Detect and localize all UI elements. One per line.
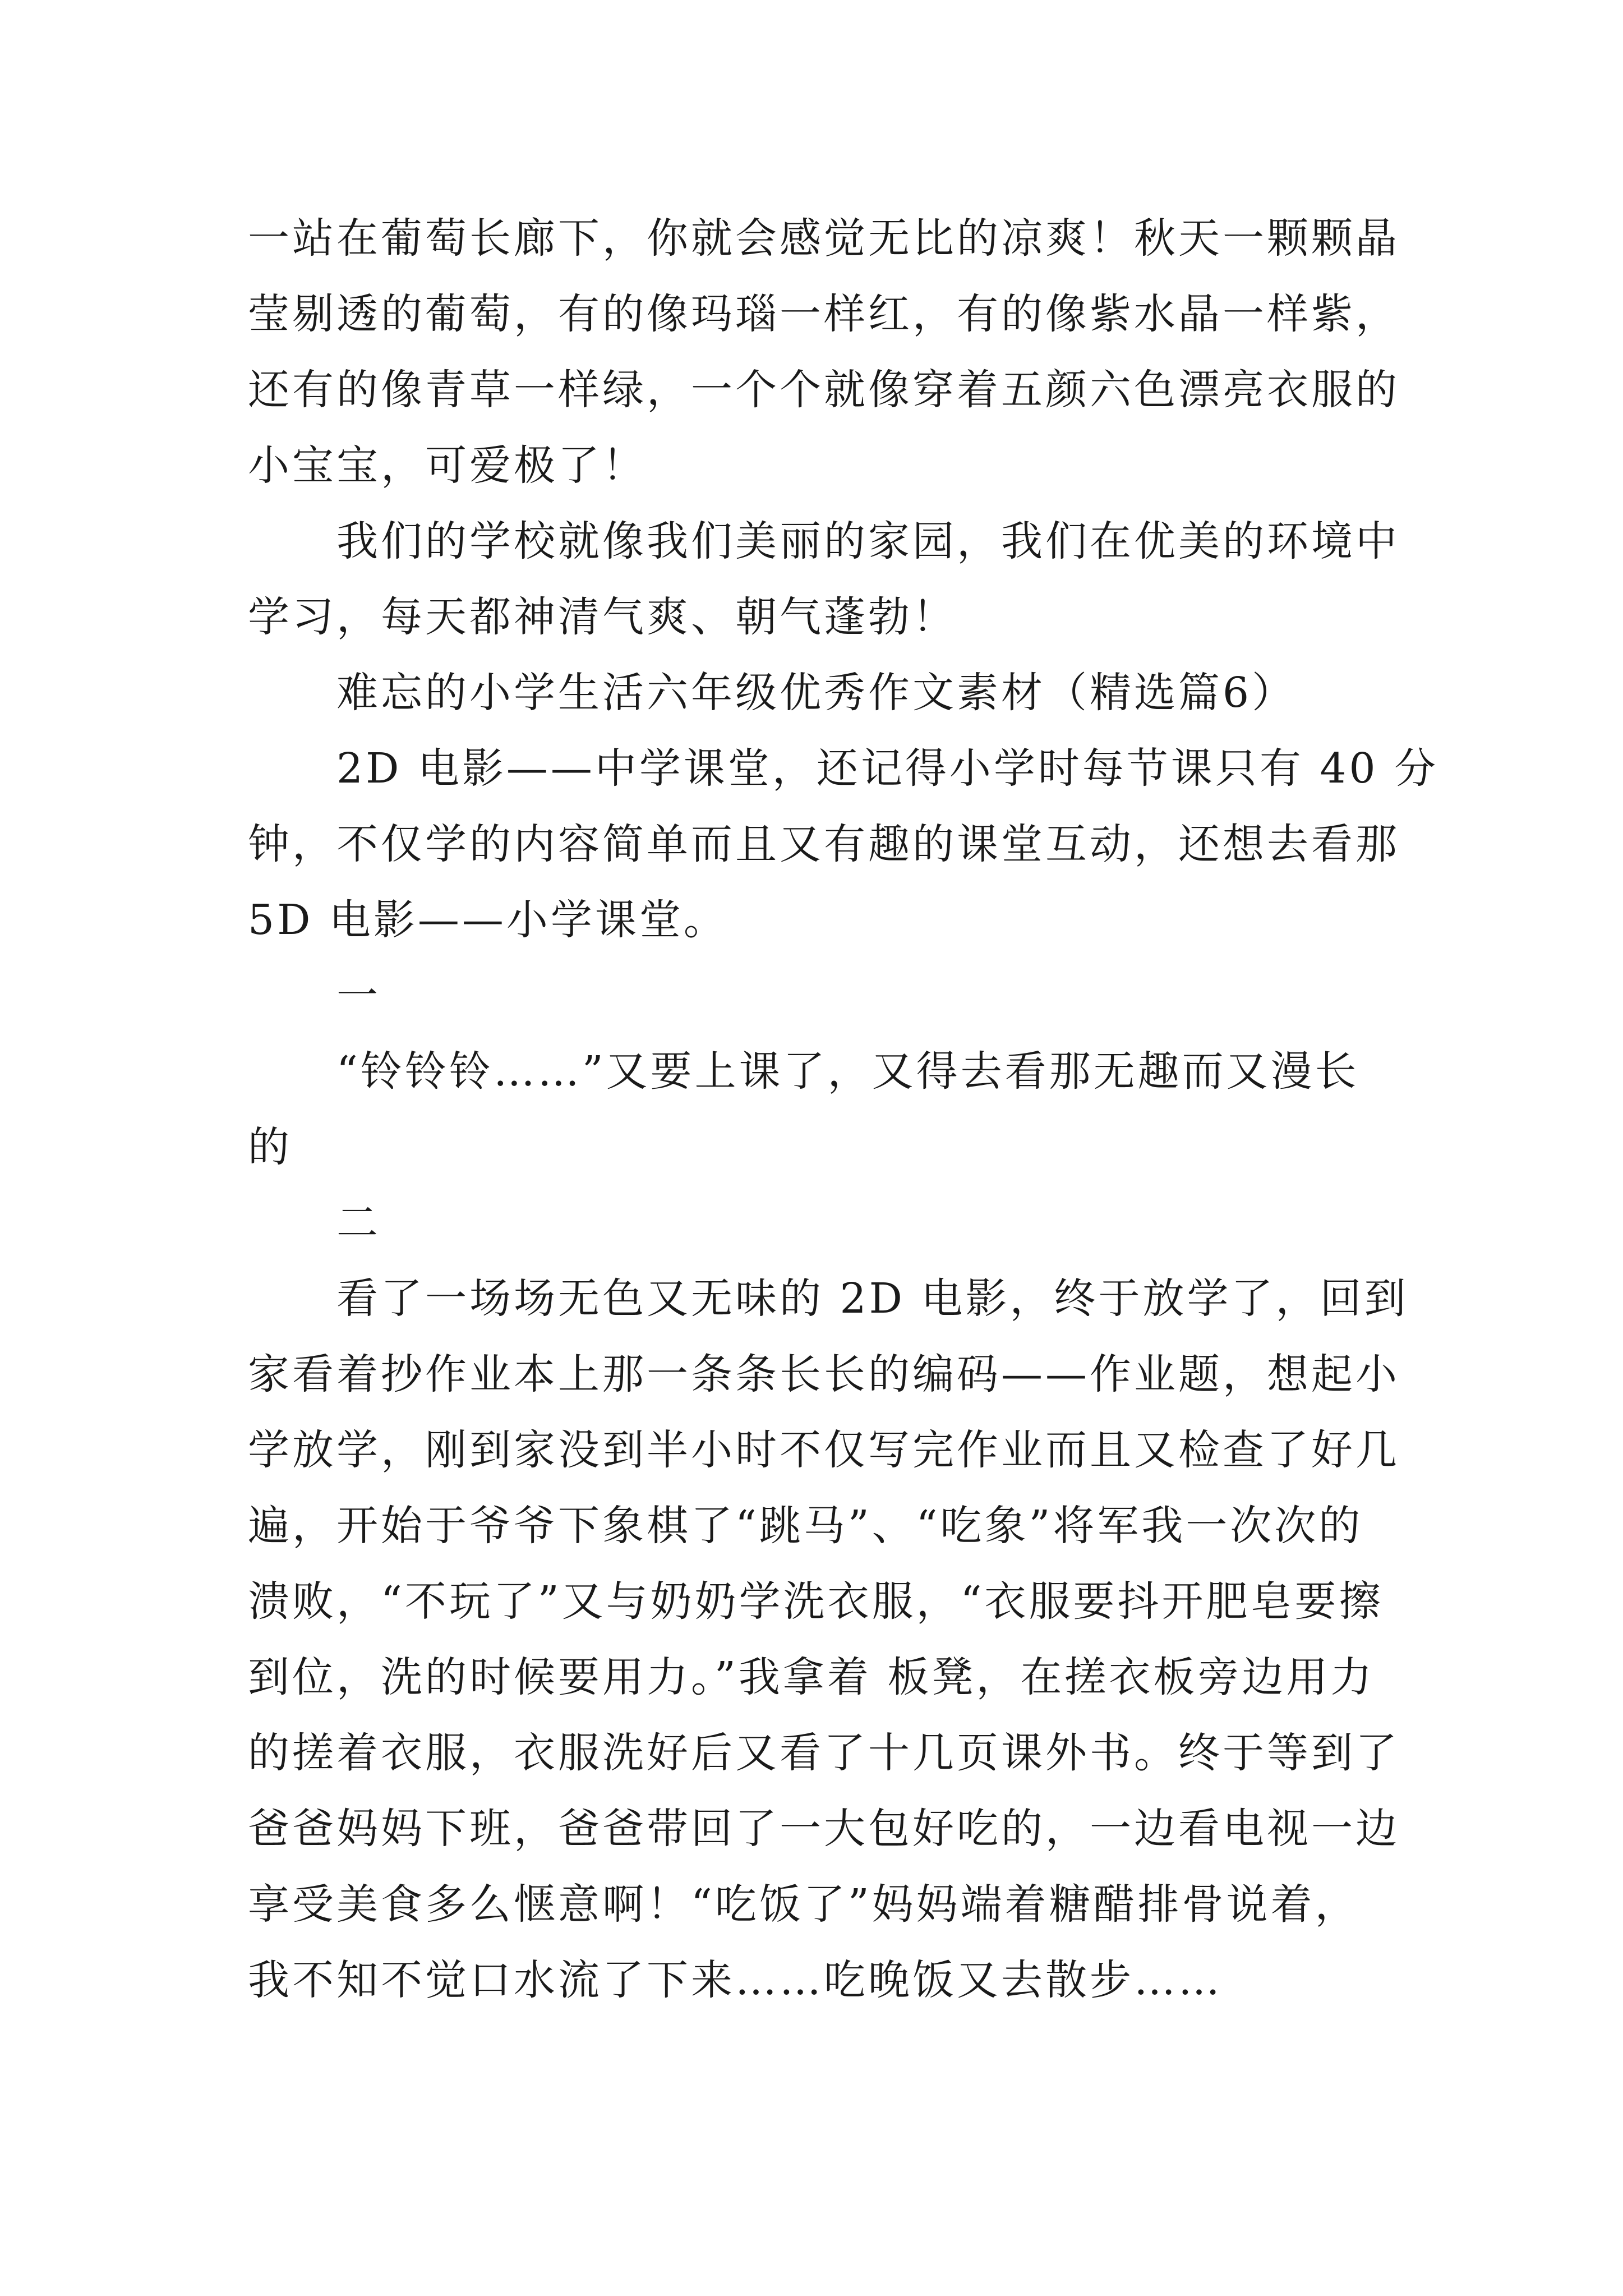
text-line: 学习，每天都神清气爽、朝气蓬勃！ [248,593,957,641]
text-line: “铃铃铃……”又要上课了，又得去看那无趣而又漫长 [336,1047,1359,1096]
section-title: 难忘的小学生活六年级优秀作文素材（精选篇6） [336,669,1297,717]
text-line: 的 [248,1123,292,1171]
section-number: 一 [336,972,381,1020]
text-line: 5D 电影——小学课堂。 [248,896,728,944]
text-line: 到位，洗的时候要用力。”我拿着 板凳，在搓衣板旁边用力 [248,1653,1375,1701]
text-line: 我不知不觉口水流了下来……吃晚饭又去散步…… [248,1956,1223,2004]
section-number: 二 [336,1199,381,1247]
text-line: 一站在葡萄长廊下，你就会感觉无比的凉爽！秋天一颗颗晶 [248,214,1400,263]
text-line: 小宝宝，可爱极了！ [248,441,647,490]
text-line: 还有的像青草一样绿，一个个就像穿着五颜六色漂亮衣服的 [248,366,1400,414]
text-line: 的搓着衣服，衣服洗好后又看了十几页课外书。终于等到了 [248,1729,1400,1777]
text-line: 爸爸妈妈下班，爸爸带回了一大包好吃的，一边看电视一边 [248,1805,1400,1853]
text-line: 莹剔透的葡萄，有的像玛瑙一样红，有的像紫水晶一样紫， [248,290,1400,338]
text-line: 家看着抄作业本上那一条条长长的编码——作业题，想起小 [248,1350,1400,1398]
text-line: 学放学，刚到家没到半小时不仅写完作业而且又检查了好几 [248,1426,1400,1474]
text-line: 看了一场场无色又无味的 2D 电影，终于放学了，回到 [336,1274,1409,1323]
text-line: 溃败，“不玩了”又与奶奶学洗衣服，“衣服要抖开肥皂要擦 [248,1577,1384,1626]
text-line: 享受美食多么惬意啊！“吃饭了”妈妈端着糖醋排骨说着， [248,1880,1359,1929]
text-line: 遍，开始于爷爷下象棋了“跳马”、“吃象”将军我一次次的 [248,1502,1363,1550]
text-line: 钟，不仅学的内容简单而且又有趣的课堂互动，还想去看那 [248,820,1400,868]
text-line: 2D 电影——中学课堂，还记得小学时每节课只有 40 分 [336,744,1439,793]
text-line: 我们的学校就像我们美丽的家园，我们在优美的环境中 [336,517,1400,565]
